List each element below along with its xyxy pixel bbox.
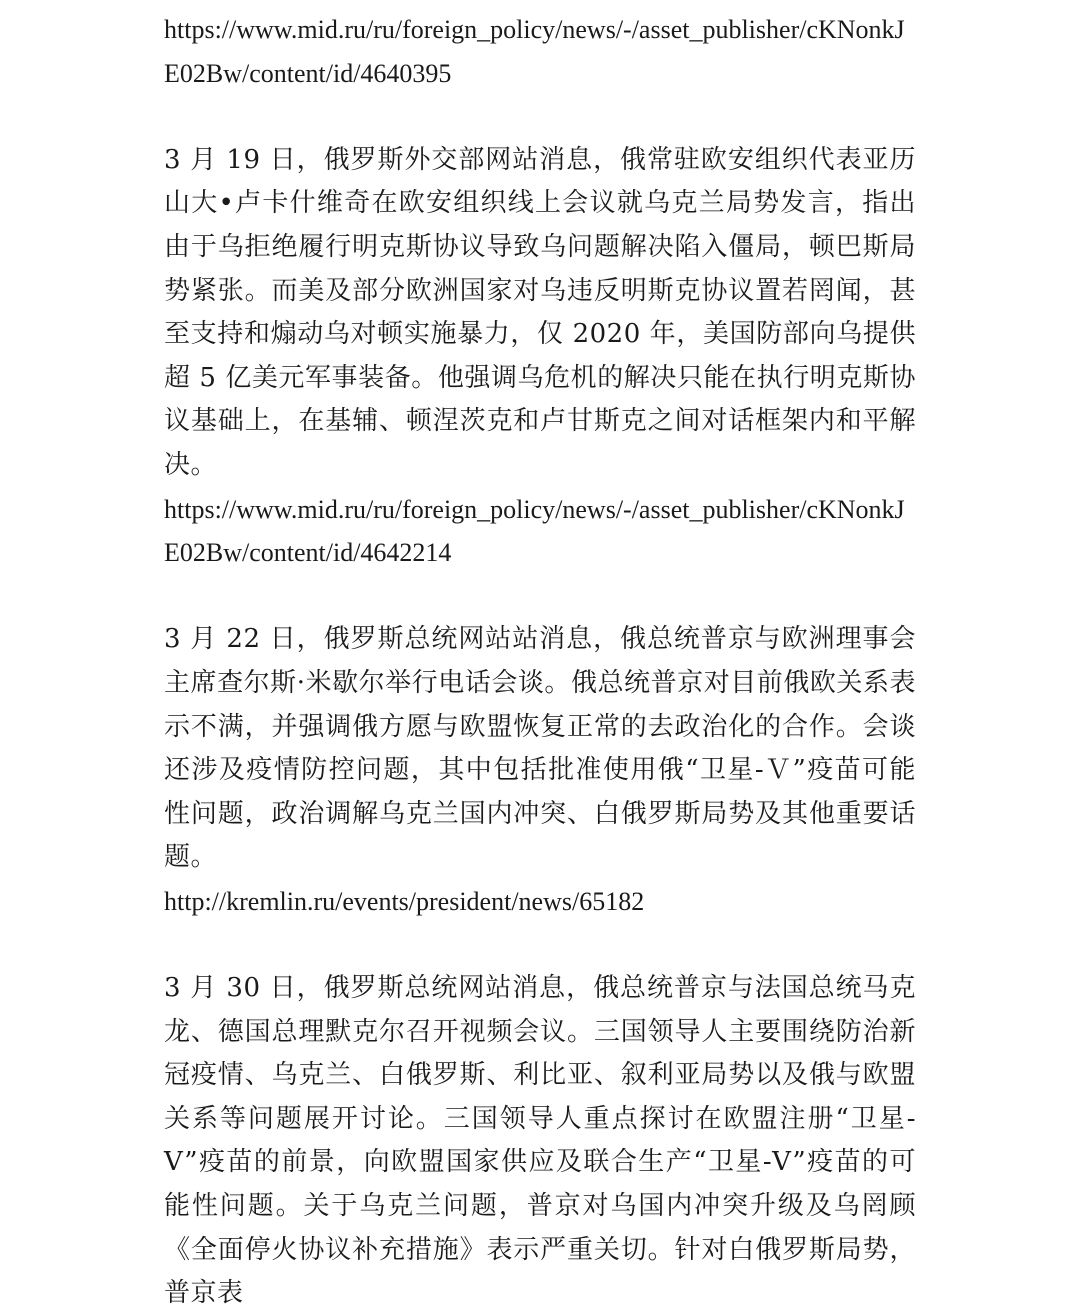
spacer: [164, 575, 916, 619]
entry-text: 3 月 22 日，俄罗斯总统网站站消息，俄总统普京与欧洲理事会主席查尔斯·米歇尔举行电话会谈。俄总统普京对目前俄欧关系表示不满，并强调俄方愿与欧盟恢复正常的去政治化的合作。会谈还涉及疫情防控问题，其中包括批准使用俄“卫星-Ｖ”疫苗可能性问题，政治调解乌克兰国内冲突、白俄罗斯局势及其他重要话题。: [164, 624, 916, 873]
entry-text: 3 月 19 日，俄罗斯外交部网站消息，俄常驻欧安组织代表亚历山大•卢卡什维奇在欧安组织线上会议就乌克兰局势发言，指出由于乌拒绝履行明克斯协议导致乌问题解决陷入僵局，顿巴斯局势紧张。而美及部分欧洲国家对乌违反明斯克协议置若罔闻，甚至支持和煽动乌对顿实施暴力，仅 2020 年，美国防部向乌提供超 5 亿美元军事装备。他强调乌危机的解决只能在执行明克斯协议基础上，在基辅、顿涅茨克和卢甘斯克之间对话框架内和平解决。: [164, 144, 916, 480]
entry-link[interactable]: http://kremlin.ru/events/president/news/65182: [164, 886, 645, 916]
document-page: [164, 8, 916, 1316]
top-link[interactable]: https://www.mid.ru/ru/foreign_policy/news/-/asset_publisher/cKNonkJE02Bw/content/id/4640395: [164, 15, 905, 88]
spacer: [164, 923, 916, 967]
news-entry: [164, 967, 916, 1316]
spacer: [164, 95, 916, 139]
entry-text: 3 月 30 日，俄罗斯总统网站消息，俄总统普京与法国总统马克龙、德国总理默克尔召开视频会议。三国领导人主要围绕防治新冠疫情、乌克兰、白俄罗斯、利比亚、叙利亚局势以及俄与欧盟关系等问题展开讨论。三国领导人重点探讨在欧盟注册“卫星-V”疫苗的前景，向欧盟国家供应及联合生产“卫星-V”疫苗的可能性问题。关于乌克兰问题，普京对乌国内冲突升级及乌罔顾《全面停火协议补充措施》表示严重关切。针对白俄罗斯局势，普京表: [164, 973, 916, 1309]
news-entry: [164, 618, 916, 923]
entry-link[interactable]: https://www.mid.ru/ru/foreign_policy/news/-/asset_publisher/cKNonkJE02Bw/content/id/4642214: [164, 494, 905, 568]
news-entry: [164, 139, 916, 575]
